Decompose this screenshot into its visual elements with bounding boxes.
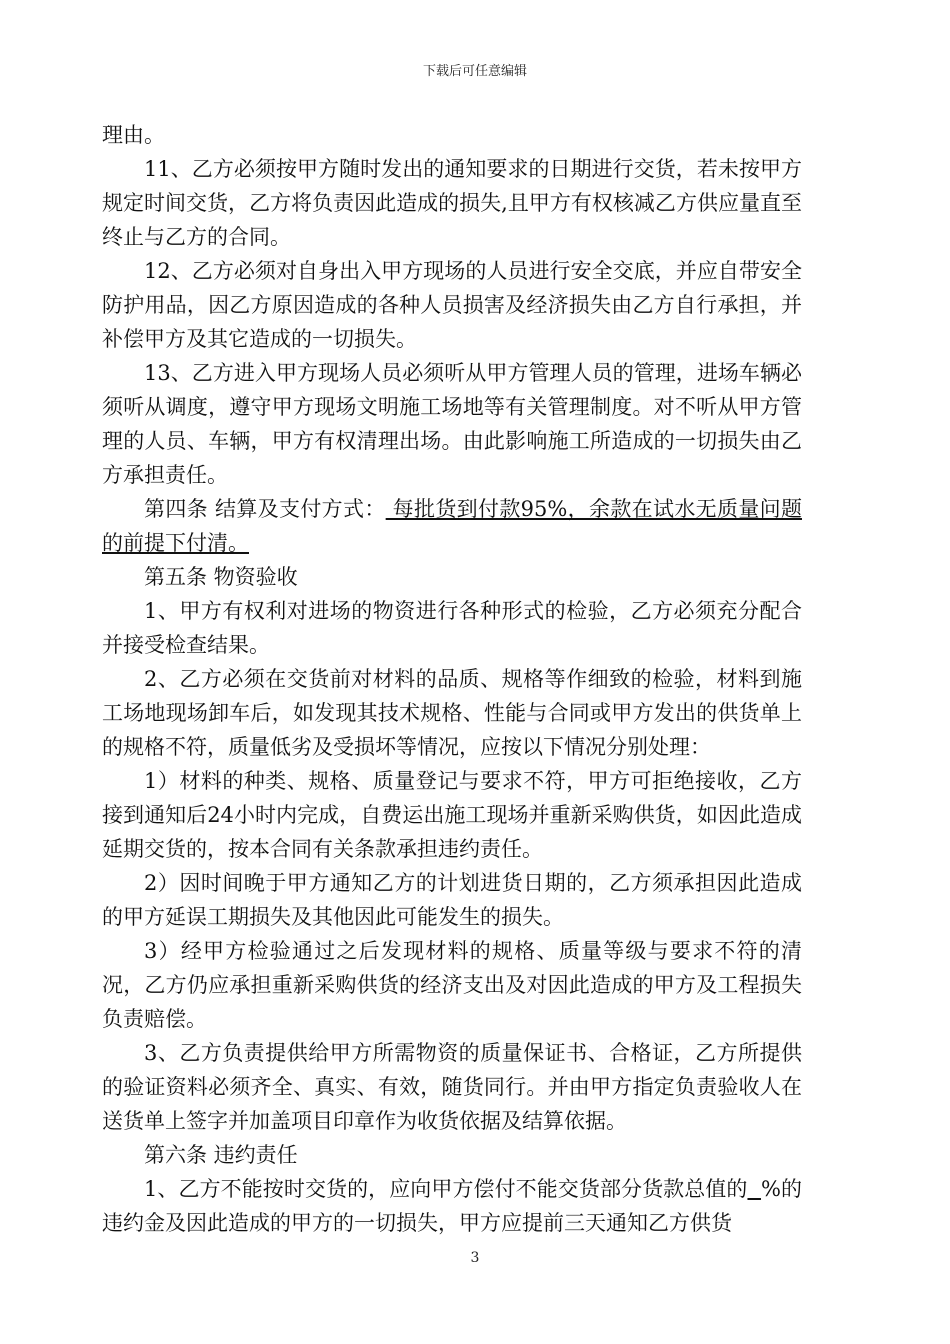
blank-percentage-field (747, 1177, 761, 1201)
heading-article-5: 第五条 物资验收 (144, 565, 298, 589)
heading-article-6: 第六条 违约责任 (144, 1143, 298, 1167)
paragraph-article-4-payment: 第四条 结算及支付方式： 每批货到付款95%，余款在试水无质量问题的前提下付清。 (102, 497, 802, 555)
page-number: 3 (470, 1250, 480, 1266)
page-header: 下载后可任意编辑 (422, 64, 527, 79)
document-body (102, 118, 802, 1240)
paragraph-case-3: 3）经甲方检验通过之后发现材料的规格、质量等级与要求不符的清况，乙方仍应承担重新采购供货的经济支出及对因此造成的甲方及工程损失负责赔偿。 (102, 939, 802, 1031)
paragraph-inspection-1: 1、甲方有权利对进场的物资进行各种形式的检验，乙方必须充分配合并接受检查结果。 (102, 599, 802, 657)
paragraph-liability-1: 1、乙方不能按时交货的，应向甲方偿付不能交货部分货款总值的 %的违约金及因此造成的甲方的一切损失，甲方应提前三天通知乙方供货 (102, 1177, 802, 1235)
paragraph-case-2: 2）因时间晚于甲方通知乙方的计划进货日期的，乙方须承担因此造成的甲方延误工期损失及其他因此可能发生的损失。 (102, 871, 802, 929)
paragraph-clause-11: 11、乙方必须按甲方随时发出的通知要求的日期进行交货，若未按甲方规定时间交货，乙方将负责因此造成的损失,且甲方有权核减乙方供应量直至终止与乙方的合同。 (102, 157, 802, 249)
paragraph-clause-12: 12、乙方必须对自身出入甲方现场的人员进行安全交底，并应自带安全防护用品，因乙方原因造成的各种人员损害及经济损失由乙方自行承担，并补偿甲方及其它造成的一切损失。 (102, 259, 802, 351)
paragraph-reason-tail: 理由。 (102, 123, 165, 147)
paragraph-inspection-2: 2、乙方必须在交货前对材料的品质、规格等作细致的检验，材料到施工场地现场卸车后，如发现其技术规格、性能与合同或甲方发出的供货单上的规格不符，质量低劣及受损坏等情况，应按以下情况分别处理： (102, 667, 802, 759)
paragraph-inspection-3: 3、乙方负责提供给甲方所需物资的质量保证书、合格证，乙方所提供的验证资料必须齐全、真实、有效，随货同行。并由甲方指定负责验收人在送货单上签字并加盖项目印章作为收货依据及结算依据。 (102, 1041, 802, 1133)
paragraph-case-1: 1）材料的种类、规格、质量登记与要求不符，甲方可拒绝接收，乙方接到通知后24小时内完成，自费运出施工现场并重新采购供货，如因此造成延期交货的，按本合同有关条款承担违约责任。 (102, 769, 802, 861)
payment-terms-underlined: 每批货到付款95%，余款在试水无质量问题的前提下付清。 (102, 497, 802, 555)
paragraph-clause-13: 13、乙方进入甲方现场人员必须听从甲方管理人员的管理，进场车辆必须听从调度，遵守甲方现场文明施工场地等有关管理制度。对不听从甲方管理的人员、车辆，甲方有权清理出场。由此影响施工所造成的一切损失由乙方承担责任。 (102, 361, 802, 487)
